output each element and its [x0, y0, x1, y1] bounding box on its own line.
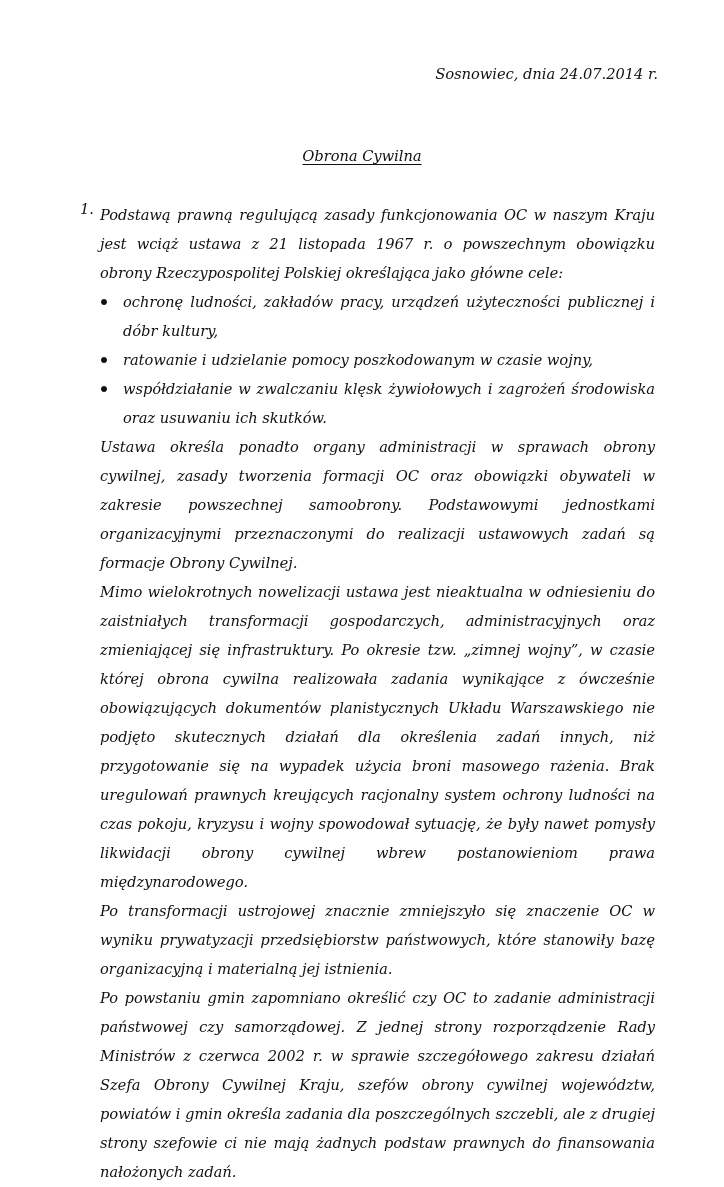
document-body — [100, 201, 655, 1187]
place-date-line: Sosnowiec, dnia 24.07.2014 r. — [435, 66, 658, 83]
body-paragraph: Ustawa określa ponadto organy administracji w sprawach obrony cywilnej, zasady tworzenia formacji OC oraz obowiązki obywateli w zakresie powszechnej samoobrony. Podstawowymi jednostkami organizacyjnymi przeznaczonymi do realizacji ustawowych zadań są formacje Obrony Cywilnej. — [100, 439, 655, 572]
document-title: Obrona Cywilna — [302, 148, 422, 165]
body-paragraph: Mimo wielokrotnych nowelizacji ustawa jest nieaktualna w odniesieniu do zaistniałych transformacji gospodarczych, administracyjnych oraz zmieniającej się infrastruktury. Po okresie tzw. „zimnej wojny”, w czasie której obrona cywilna realizowała zadania wynikające z ówcześnie obowiązujących dokumentów planistycznych Układu Warszawskiego nie podjęto skutecznych działań dla określenia zadań innych, niż przygotowanie się na wypadek użycia broni masowego rażenia. Brak uregulowań prawnych kreujących racjonalny system ochrony ludności na czas pokoju, kryzysu i wojny spowodował sytuację, że były nawet pomysły likwidacji obrony cywilnej wbrew postanowieniom prawa międzynarodowego. — [100, 584, 655, 891]
list-item-text: współdziałanie w zwalczaniu klęsk żywiołowych i zagrożeń środowiska oraz usuwaniu ich skutków. — [123, 381, 655, 427]
list-item-text: ochronę ludności, zakładów pracy, urządzeń użyteczności publicznej i dóbr kultury, — [123, 294, 655, 340]
list-item — [100, 288, 655, 346]
list-item — [100, 375, 655, 433]
bullet-icon — [101, 357, 107, 363]
point-number: 1. — [80, 201, 94, 218]
goals-list — [100, 288, 655, 433]
bullet-icon — [101, 386, 107, 392]
body-paragraph: Po powstaniu gmin zapomniano określić czy OC to zadanie administracji państwowej czy samorządowej. Z jednej strony rozporządzenie Rady Ministrów z czerwca 2002 r. w sprawie szczegółowego zakresu działań Szefa Obrony Cywilnej Kraju, szefów obrony cywilnej województw, powiatów i gmin określa zadania dla poszczególnych szczebli, ale z drugiej strony szefowie ci nie mają żadnych podstaw prawnych do finansowania nałożonych zadań. — [100, 990, 655, 1181]
body-paragraph: Po transformacji ustrojowej znacznie zmniejszyło się znaczenie OC w wyniku prywatyzacji przedsiębiorstw państwowych, które stanowiły bazę organizacyjną i materialną jej istnienia. — [100, 903, 655, 978]
list-item — [100, 346, 655, 375]
bullet-icon — [101, 299, 107, 305]
intro-paragraph: Podstawą prawną regulującą zasady funkcjonowania OC w naszym Kraju jest wciąż ustawa z 21 listopada 1967 r. o powszechnym obowiązku obrony Rzeczypospolitej Polskiej określająca jako główne cele: — [100, 207, 655, 282]
list-item-text: ratowanie i udzielanie pomocy poszkodowanym w czasie wojny, — [123, 352, 594, 369]
